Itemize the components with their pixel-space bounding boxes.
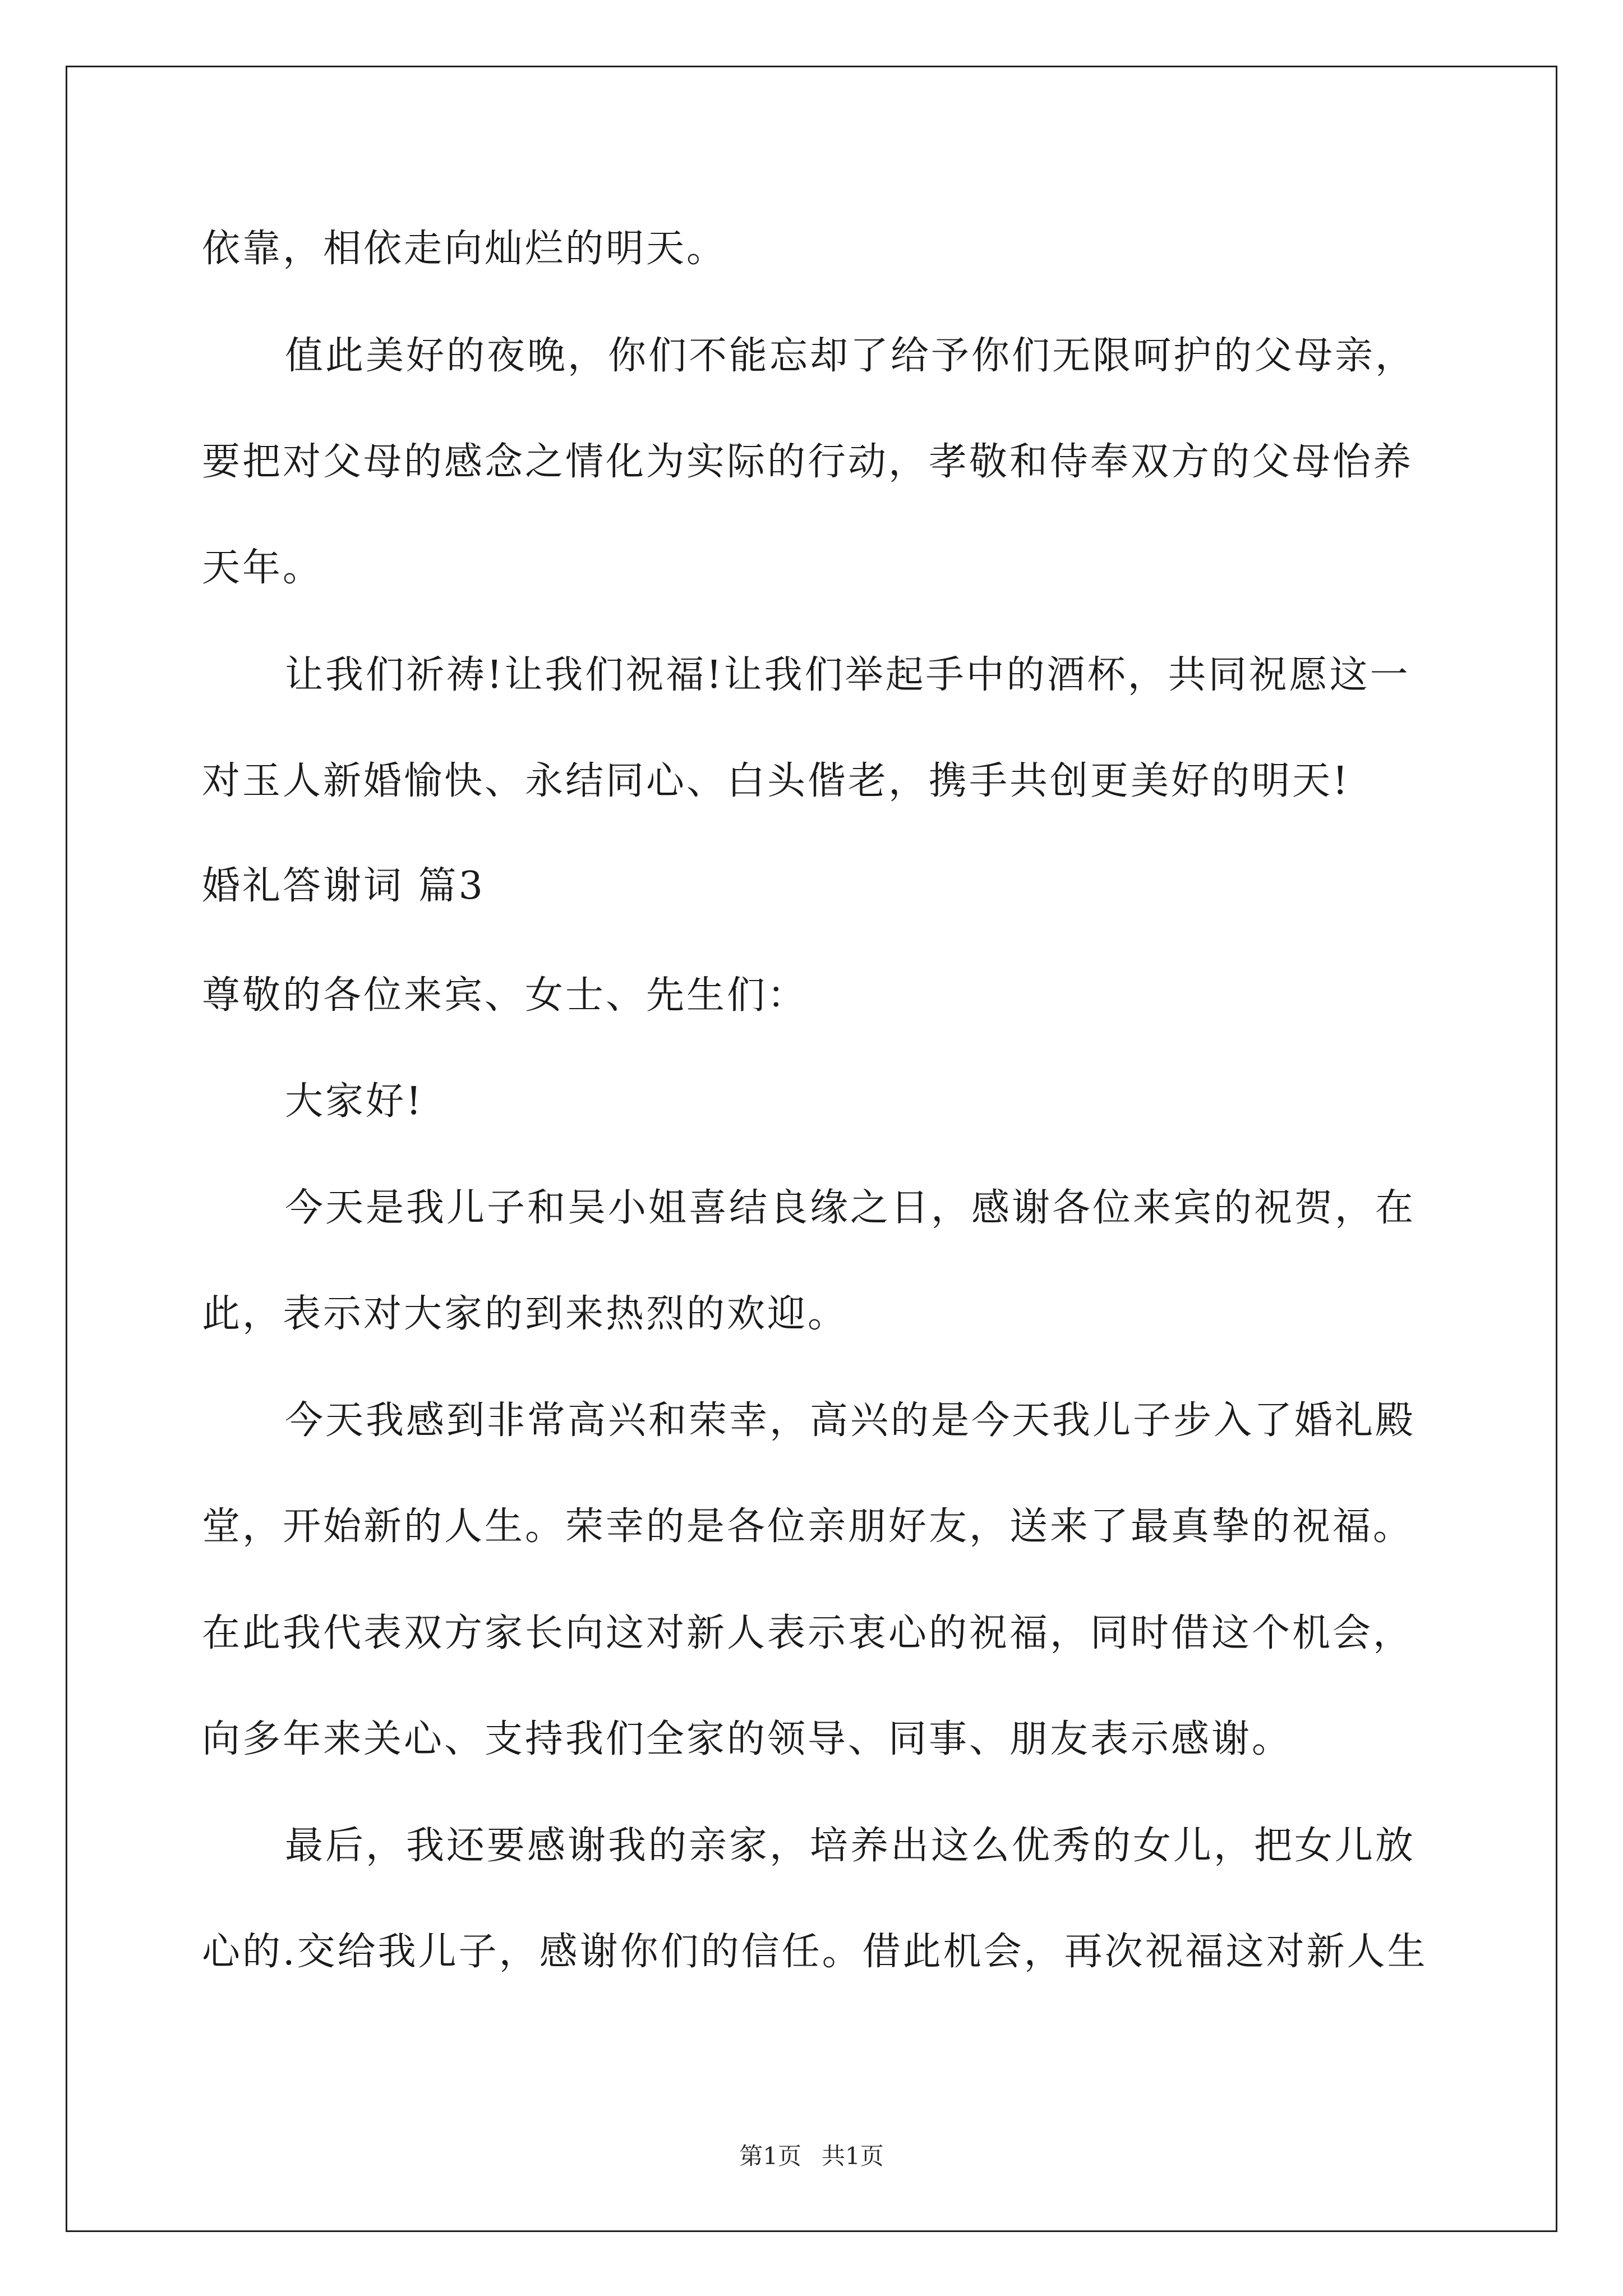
section-heading: 婚礼答谢词 篇3	[202, 864, 485, 908]
paragraph-line: 依靠，相依走向灿烂的明天。	[202, 227, 727, 271]
paragraph-line: 对玉人新婚愉快、永结同心、白头偕老，携手共创更美好的明天!	[202, 759, 1350, 803]
paragraph-line: 要把对父母的感念之情化为实际的行动，孝敬和侍奉双方的父母怡养	[202, 440, 1414, 484]
paragraph-line: 今天我感到非常高兴和荣幸，高兴的是今天我儿子步入了婚礼殿	[285, 1398, 1416, 1443]
paragraph-line: 此，表示对大家的到来热烈的欢迎。	[202, 1292, 849, 1336]
greeting-line: 大家好!	[285, 1079, 424, 1124]
page-number: 第1页	[739, 2142, 801, 2170]
paragraph-line: 让我们祈祷!让我们祝福!让我们举起手中的酒杯，共同祝愿这一	[285, 653, 1410, 697]
paragraph-line: 天年。	[202, 546, 324, 590]
paragraph-line: 心的.交给我儿子，感谢你们的信任。借此机会，再次祝福这对新人生	[202, 1930, 1428, 1974]
salutation-line: 尊敬的各位来宾、女士、先生们：	[202, 973, 808, 1018]
paragraph-line: 最后，我还要感谢我的亲家，培养出这么优秀的女儿，把女儿放	[285, 1824, 1416, 1868]
paragraph-line: 值此美好的夜晚，你们不能忘却了给予你们无限呵护的父母亲，	[285, 334, 1416, 378]
page-border	[66, 66, 1557, 2232]
paragraph-line: 堂，开始新的人生。荣幸的是各位亲朋好友，送来了最真挚的祝福。	[202, 1504, 1414, 1549]
paragraph-line: 今天是我儿子和吴小姐喜结良缘之日，感谢各位来宾的祝贺，在	[285, 1186, 1416, 1230]
paragraph-line: 在此我代表双方家长向这对新人表示衷心的祝福，同时借这个机会，	[202, 1611, 1414, 1655]
page-total: 共1页	[822, 2142, 884, 2170]
paragraph-line: 向多年来关心、支持我们全家的领导、同事、朋友表示感谢。	[202, 1717, 1293, 1761]
page-footer	[0, 2138, 1623, 2171]
